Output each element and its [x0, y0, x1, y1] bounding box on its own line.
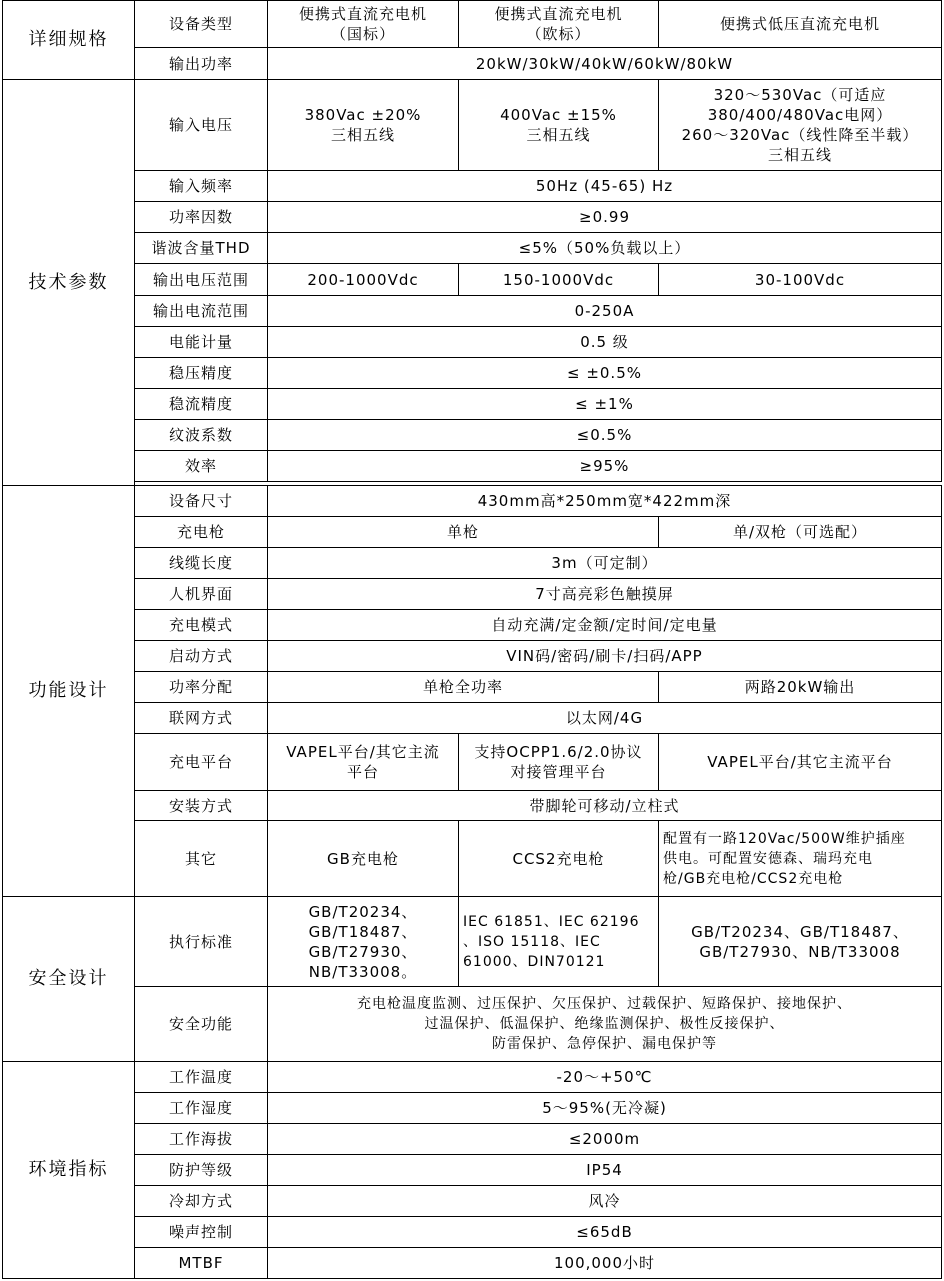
- group-detail: 详细规格: [3, 1, 135, 80]
- output-voltage-range-gb: 200-1000Vdc: [268, 264, 459, 296]
- pf-value: ≥0.99: [268, 202, 942, 233]
- cooling-value: 风冷: [268, 1186, 942, 1217]
- mtbf-label: MTBF: [135, 1248, 268, 1279]
- platform-gb: VAPEL平台/其它主流 平台: [268, 734, 459, 791]
- output-current-range-value: 0-250A: [268, 296, 942, 327]
- humidity-value: 5～95%(无冷凝): [268, 1093, 942, 1124]
- standard-lv: GB/T20234、GB/T18487、 GB/T27930、NB/T33008: [659, 897, 942, 987]
- size-label: 设备尺寸: [135, 486, 268, 517]
- humidity-label: 工作湿度: [135, 1093, 268, 1124]
- mode-label: 充电模式: [135, 610, 268, 641]
- network-value: 以太网/4G: [268, 703, 942, 734]
- power-dist-std: 单枪全功率: [268, 672, 659, 703]
- start-value: VIN码/密码/刷卡/扫码/APP: [268, 641, 942, 672]
- input-voltage-eu: 400Vac ±15% 三相五线: [459, 80, 659, 171]
- install-label: 安装方式: [135, 791, 268, 821]
- freq-label: 输入频率: [135, 171, 268, 202]
- output-voltage-range-label: 输出电压范围: [135, 264, 268, 296]
- altitude-value: ≤2000m: [268, 1124, 942, 1155]
- safety-func-value: 充电枪温度监测、过压保护、欠压保护、过载保护、短路保护、接地保护、 过温保护、低温保护、绝缘监测保护、极性反接保护、 防雷保护、急停保护、漏电保护等: [268, 987, 942, 1062]
- safety-func-label: 安全功能: [135, 987, 268, 1062]
- current-regulation-label: 稳流精度: [135, 389, 268, 420]
- thd-value: ≤5%（50%负载以上）: [268, 233, 942, 264]
- other-label: 其它: [135, 821, 268, 897]
- meter-value: 0.5 级: [268, 327, 942, 358]
- meter-label: 电能计量: [135, 327, 268, 358]
- noise-value: ≤65dB: [268, 1217, 942, 1248]
- ripple-value: ≤0.5%: [268, 420, 942, 451]
- network-label: 联网方式: [135, 703, 268, 734]
- device-type-label: 设备类型: [135, 1, 268, 48]
- thd-label: 谐波含量THD: [135, 233, 268, 264]
- group-safety: 安全设计: [3, 897, 135, 1062]
- col-gb-header: 便携式直流充电机 （国标）: [268, 1, 459, 48]
- col-eu-header: 便携式直流充电机 （欧标）: [459, 1, 659, 48]
- cable-value: 3m（可定制）: [268, 548, 942, 579]
- start-label: 启动方式: [135, 641, 268, 672]
- noise-label: 噪声控制: [135, 1217, 268, 1248]
- input-voltage-label: 输入电压: [135, 80, 268, 171]
- other-gb: GB充电枪: [268, 821, 459, 897]
- spec-table: [2, 0, 942, 1279]
- size-value: 430mm高*250mm宽*422mm深: [268, 486, 942, 517]
- temp-label: 工作温度: [135, 1062, 268, 1093]
- current-regulation-value: ≤ ±1%: [268, 389, 942, 420]
- voltage-regulation-label: 稳压精度: [135, 358, 268, 389]
- group-tech: 技术参数: [3, 80, 135, 486]
- platform-eu: 支持OCPP1.6/2.0协议 对接管理平台: [459, 734, 659, 791]
- output-voltage-range-eu: 150-1000Vdc: [459, 264, 659, 296]
- hmi-label: 人机界面: [135, 579, 268, 610]
- col-lv-header: 便携式低压直流充电机: [659, 1, 942, 48]
- input-voltage-lv: 320～530Vac（可适应 380/400/480Vac电网） 260～320Vac（线性降至半载） 三相五线: [659, 80, 942, 171]
- cable-label: 线缆长度: [135, 548, 268, 579]
- power-dist-label: 功率分配: [135, 672, 268, 703]
- altitude-label: 工作海拔: [135, 1124, 268, 1155]
- mtbf-value: 100,000小时: [268, 1248, 942, 1279]
- pf-label: 功率因数: [135, 202, 268, 233]
- power-dist-lv: 两路20kW输出: [659, 672, 942, 703]
- install-value: 带脚轮可移动/立柱式: [268, 791, 942, 821]
- efficiency-label: 效率: [135, 451, 268, 482]
- ip-value: IP54: [268, 1155, 942, 1186]
- efficiency-value: ≥95%: [268, 451, 942, 482]
- output-power-label: 输出功率: [135, 48, 268, 80]
- other-eu: CCS2充电枪: [459, 821, 659, 897]
- output-power-value: 20kW/30kW/40kW/60kW/80kW: [268, 48, 942, 80]
- standard-eu: IEC 61851、IEC 62196 、ISO 15118、IEC 61000、DIN70121: [459, 897, 659, 987]
- voltage-regulation-value: ≤ ±0.5%: [268, 358, 942, 389]
- group-function: 功能设计: [3, 486, 135, 897]
- group-env: 环境指标: [3, 1062, 135, 1279]
- ripple-label: 纹波系数: [135, 420, 268, 451]
- cooling-label: 冷却方式: [135, 1186, 268, 1217]
- gun-label: 充电枪: [135, 517, 268, 548]
- freq-value: 50Hz (45-65) Hz: [268, 171, 942, 202]
- platform-label: 充电平台: [135, 734, 268, 791]
- mode-value: 自动充满/定金额/定时间/定电量: [268, 610, 942, 641]
- standard-gb: GB/T20234、 GB/T18487、 GB/T27930、 NB/T33008。: [268, 897, 459, 987]
- input-voltage-gb: 380Vac ±20% 三相五线: [268, 80, 459, 171]
- temp-value: -20～+50℃: [268, 1062, 942, 1093]
- output-voltage-range-lv: 30-100Vdc: [659, 264, 942, 296]
- ip-label: 防护等级: [135, 1155, 268, 1186]
- platform-lv: VAPEL平台/其它主流平台: [659, 734, 942, 791]
- standard-label: 执行标准: [135, 897, 268, 987]
- other-lv: 配置有一路120Vac/500W维护插座 供电。可配置安德森、瑞玛充电 枪/GB充电枪/CCS2充电枪: [659, 821, 942, 897]
- output-current-range-label: 输出电流范围: [135, 296, 268, 327]
- hmi-value: 7寸高亮彩色触摸屏: [268, 579, 942, 610]
- gun-std: 单枪: [268, 517, 659, 548]
- gun-lv: 单/双枪（可选配）: [659, 517, 942, 548]
